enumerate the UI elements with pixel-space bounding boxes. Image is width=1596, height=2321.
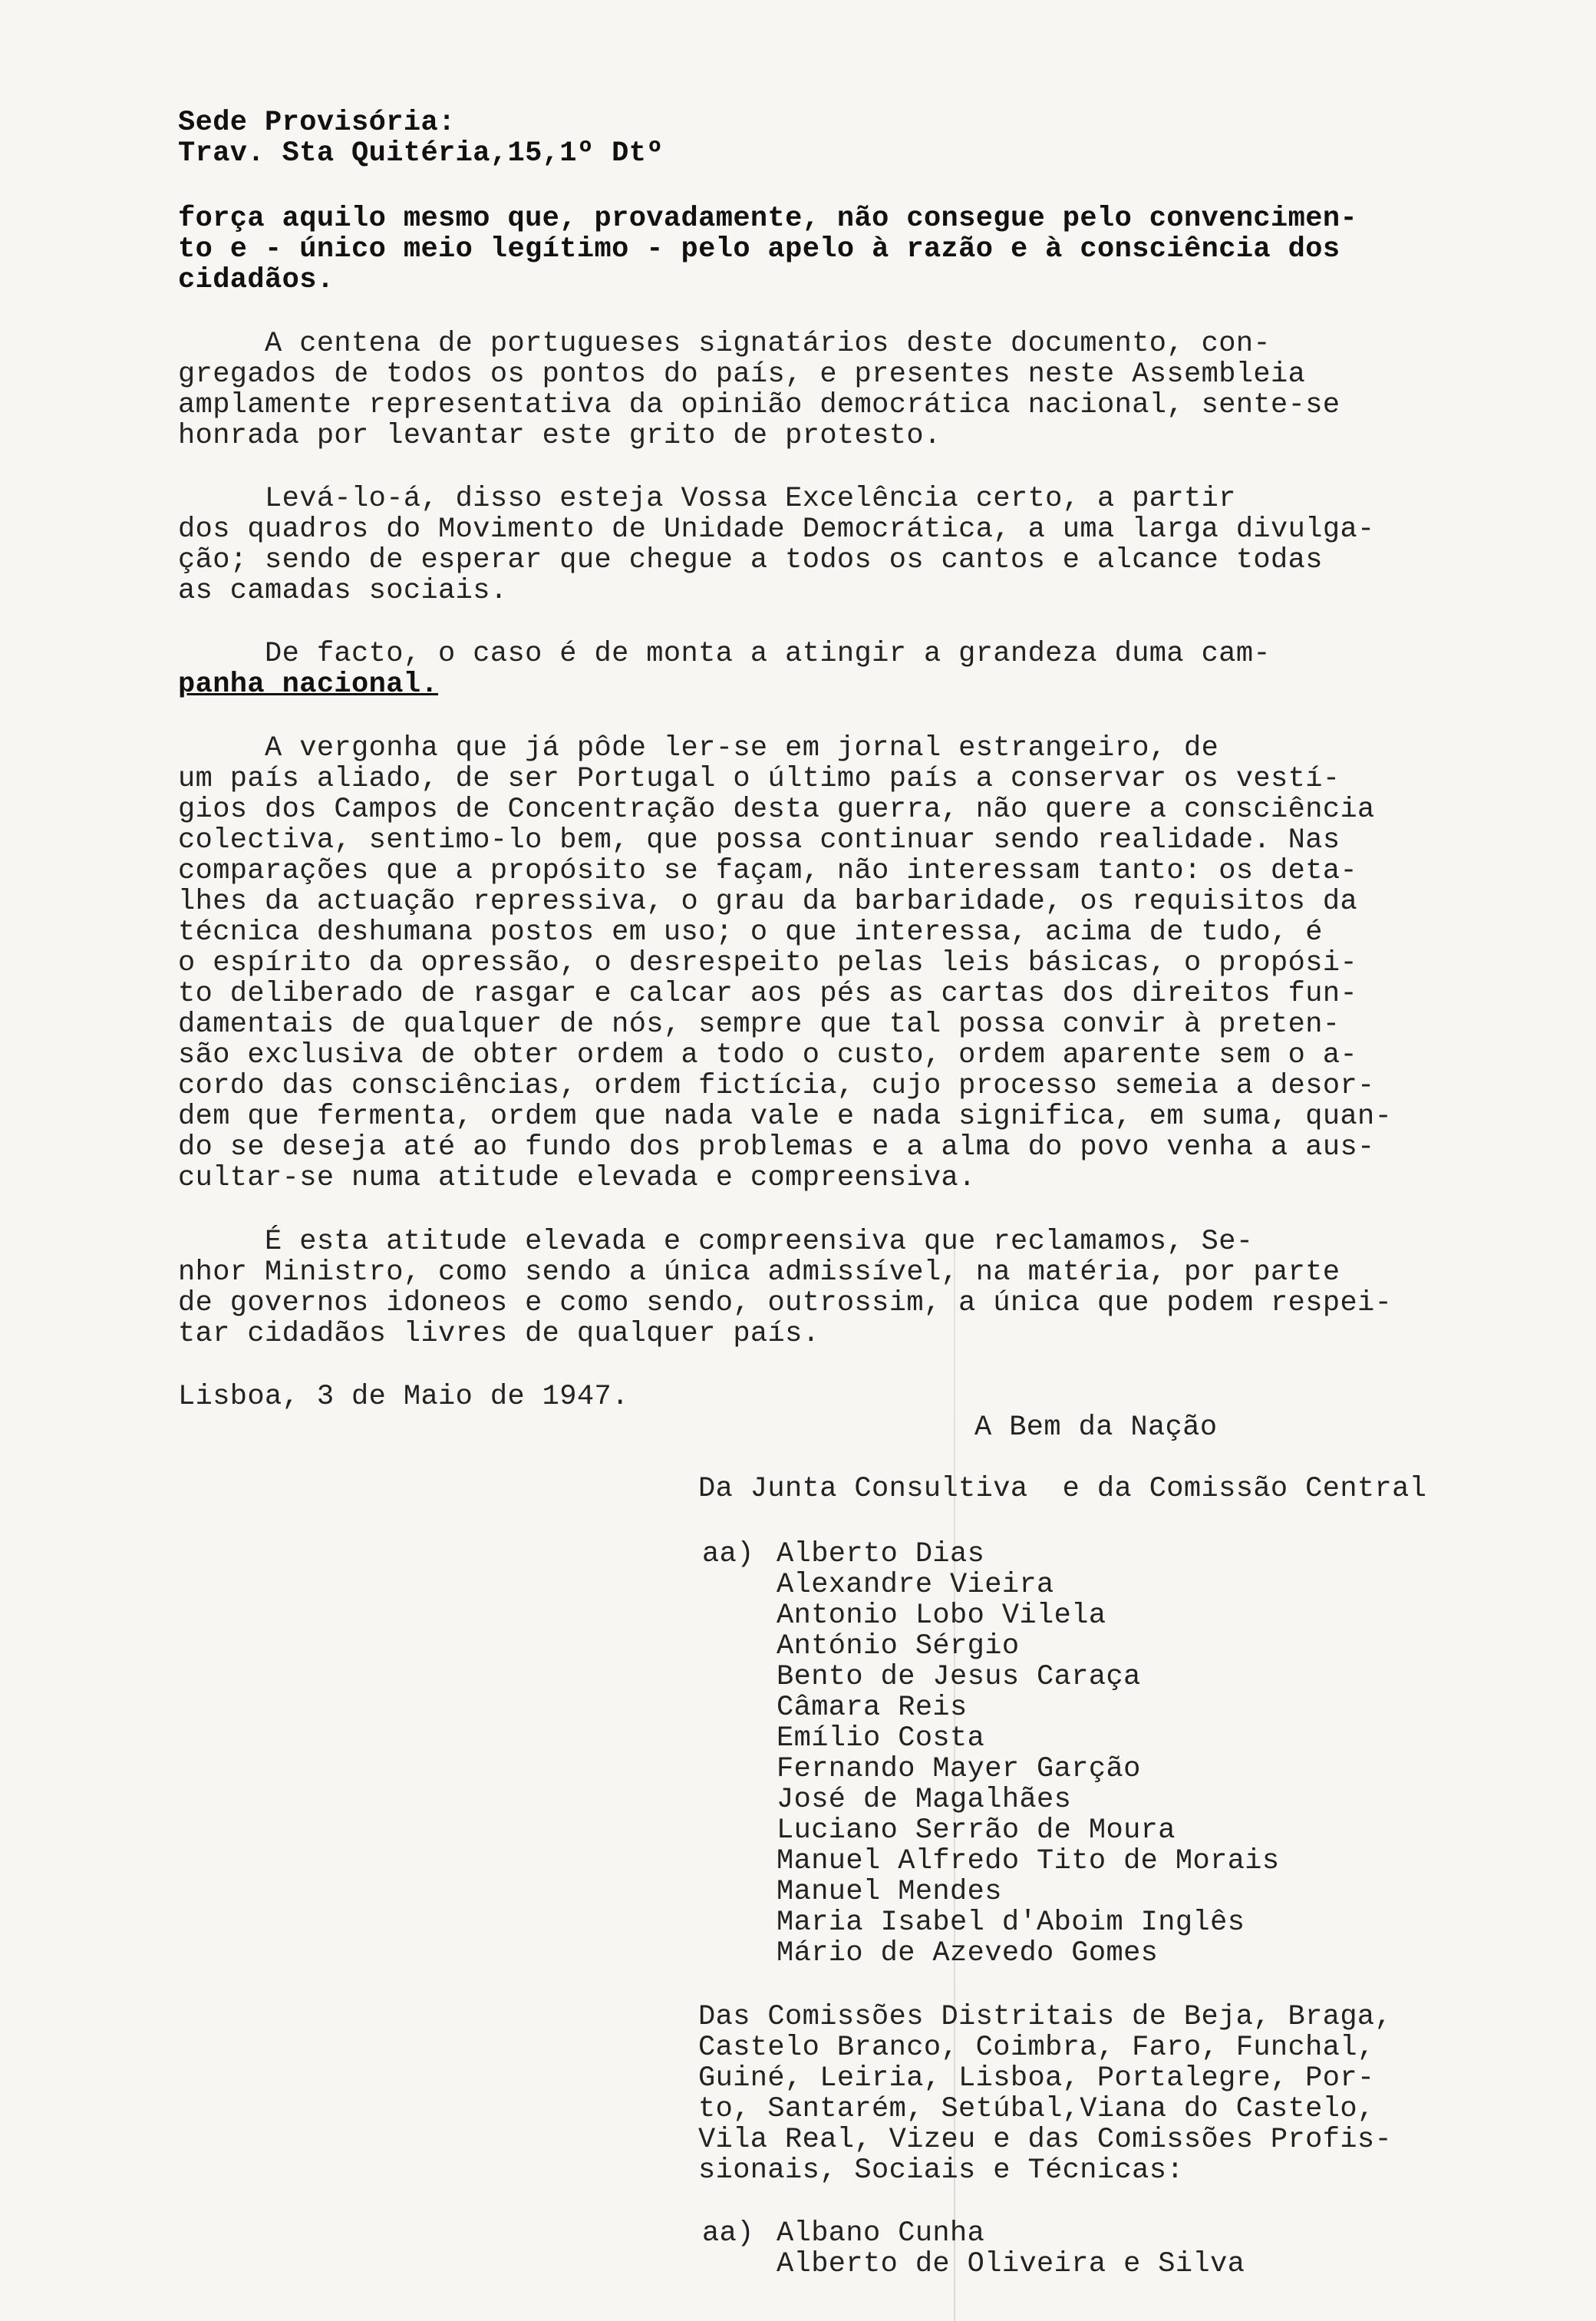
p6-line: É esta atitude elevada e compreensiva que reclamamos, Se- <box>178 1226 1254 1258</box>
group2-title-line: sionais, Sociais e Técnicas: <box>698 2154 1184 2187</box>
p4-line: De facto, o caso é de monta a atingir a grandeza duma cam- <box>178 638 1271 670</box>
p5-line: to deliberado de rasgar e calcar aos pés as cartas dos direitos fun- <box>178 978 1358 1010</box>
p5-line: do se deseja até ao fundo dos problemas e a alma do povo venha a aus- <box>178 1131 1375 1164</box>
p1-line: cidadãos. <box>178 264 335 296</box>
group2-title-line: Vila Real, Vizeu e das Comissões Profis- <box>698 2124 1393 2156</box>
p5-line: cultar-se numa atitude elevada e compreensiva. <box>178 1162 976 1194</box>
signatories2-prefix: aa) <box>702 2217 754 2250</box>
p3-line: Levá-lo-á, disso esteja Vossa Excelência certo, a partir <box>178 483 1236 515</box>
signatory: António Sérgio <box>777 1630 1020 1662</box>
p5-line: um país aliado, de ser Portugal o último país a conservar os vestí- <box>178 763 1340 795</box>
p2-line: honrada por levantar este grito de protesto. <box>178 420 941 452</box>
signatory: Fernando Mayer Garção <box>777 1753 1141 1785</box>
p1-line: to e - único meio legítimo - pelo apelo à razão e à consciência dos <box>178 233 1340 266</box>
group2-title-line: Das Comissões Distritais de Beja, Braga, <box>698 2001 1393 2033</box>
salutation: A Bem da Nação <box>974 1411 1218 1444</box>
p2-line: A centena de portugueses signatários deste documento, con- <box>178 328 1271 360</box>
signatory: Albano Cunha <box>777 2217 985 2250</box>
p5-line: comparações que a propósito se façam, não interessam tanto: os deta- <box>178 855 1358 887</box>
signatory: Maria Isabel d'Aboim Inglês <box>777 1907 1245 1939</box>
p5-line: damentais de qualquer de nós, sempre que tal possa convir à preten- <box>178 1009 1340 1041</box>
group2-title-line: to, Santarém, Setúbal,Viana do Castelo, <box>698 2093 1375 2125</box>
signatories1-prefix: aa) <box>702 1538 754 1570</box>
signatory: Alexandre Vieira <box>777 1569 1054 1601</box>
signatory: Bento de Jesus Caraça <box>777 1661 1141 1693</box>
p5-line: colectiva, sentimo-lo bem, que possa continuar sendo realidade. Nas <box>178 824 1340 857</box>
p3-line: dos quadros do Movimento de Unidade Democrática, a uma larga divulga- <box>178 513 1375 546</box>
p3-line: as camadas sociais. <box>178 575 508 607</box>
signatory: Luciano Serrão de Moura <box>777 1814 1176 1847</box>
p5-line: gios dos Campos de Concentração desta guerra, não quere a consciência <box>178 794 1375 826</box>
p2-line: gregados de todos os pontos do país, e presentes neste Assembleia <box>178 358 1306 391</box>
signatory: Manuel Mendes <box>777 1876 1002 1908</box>
signatory: Emílio Costa <box>777 1722 985 1755</box>
header-address-line-1: Sede Provisória: <box>178 107 456 139</box>
p5-line: dem que fermenta, ordem que nada vale e nada significa, em suma, quan- <box>178 1101 1393 1133</box>
p6-line: de governos idoneos e como sendo, outrossim, a única que podem respei- <box>178 1287 1393 1319</box>
p5-line: técnica deshumana postos em uso; o que interessa, acima de tudo, é <box>178 916 1323 949</box>
p5-line: são exclusiva de obter ordem a todo o custo, ordem aparente sem o a- <box>178 1039 1358 1071</box>
p2-line: amplamente representativa da opinião democrática nacional, sente-se <box>178 389 1340 421</box>
signatory: Alberto de Oliveira e Silva <box>777 2248 1245 2280</box>
header-address-line-2: Trav. Sta Quitéria,15,1º Dtº <box>178 137 664 170</box>
p5-line: A vergonha que já pôde ler-se em jornal estrangeiro, de <box>178 732 1219 764</box>
p5-line: lhes da actuação repressiva, o grau da barbaridade, os requisitos da <box>178 886 1358 918</box>
p6-line: tar cidadãos livres de qualquer país. <box>178 1318 820 1350</box>
signatory: José de Magalhães <box>777 1784 1072 1816</box>
group2-title-line: Castelo Branco, Coimbra, Faro, Funchal, <box>698 2032 1375 2064</box>
signatory: Alberto Dias <box>777 1538 985 1570</box>
group1-title: Da Junta Consultiva e da Comissão Central <box>698 1473 1427 1505</box>
p5-line: o espírito da opressão, o desrespeito pelas leis básicas, o propósi- <box>178 947 1358 979</box>
signatory: Manuel Alfredo Tito de Morais <box>777 1845 1280 1877</box>
p3-line: ção; sendo de esperar que chegue a todos os cantos e alcance todas <box>178 544 1323 576</box>
p4-line-underlined: panha nacional. <box>178 669 439 701</box>
p5-line: cordo das consciências, ordem fictícia, cujo processo semeia a desor- <box>178 1070 1375 1102</box>
place-date: Lisboa, 3 de Maio de 1947. <box>178 1381 629 1413</box>
signatory: Antonio Lobo Vilela <box>777 1600 1106 1632</box>
p1-line: força aquilo mesmo que, provadamente, não consegue pelo convencimen- <box>178 203 1358 235</box>
group2-title-line: Guiné, Leiria, Lisboa, Portalegre, Por- <box>698 2062 1375 2095</box>
p6-line: nhor Ministro, como sendo a única admissível, na matéria, por parte <box>178 1256 1340 1289</box>
signatory: Câmara Reis <box>777 1692 968 1724</box>
signatory: Mário de Azevedo Gomes <box>777 1937 1159 1969</box>
